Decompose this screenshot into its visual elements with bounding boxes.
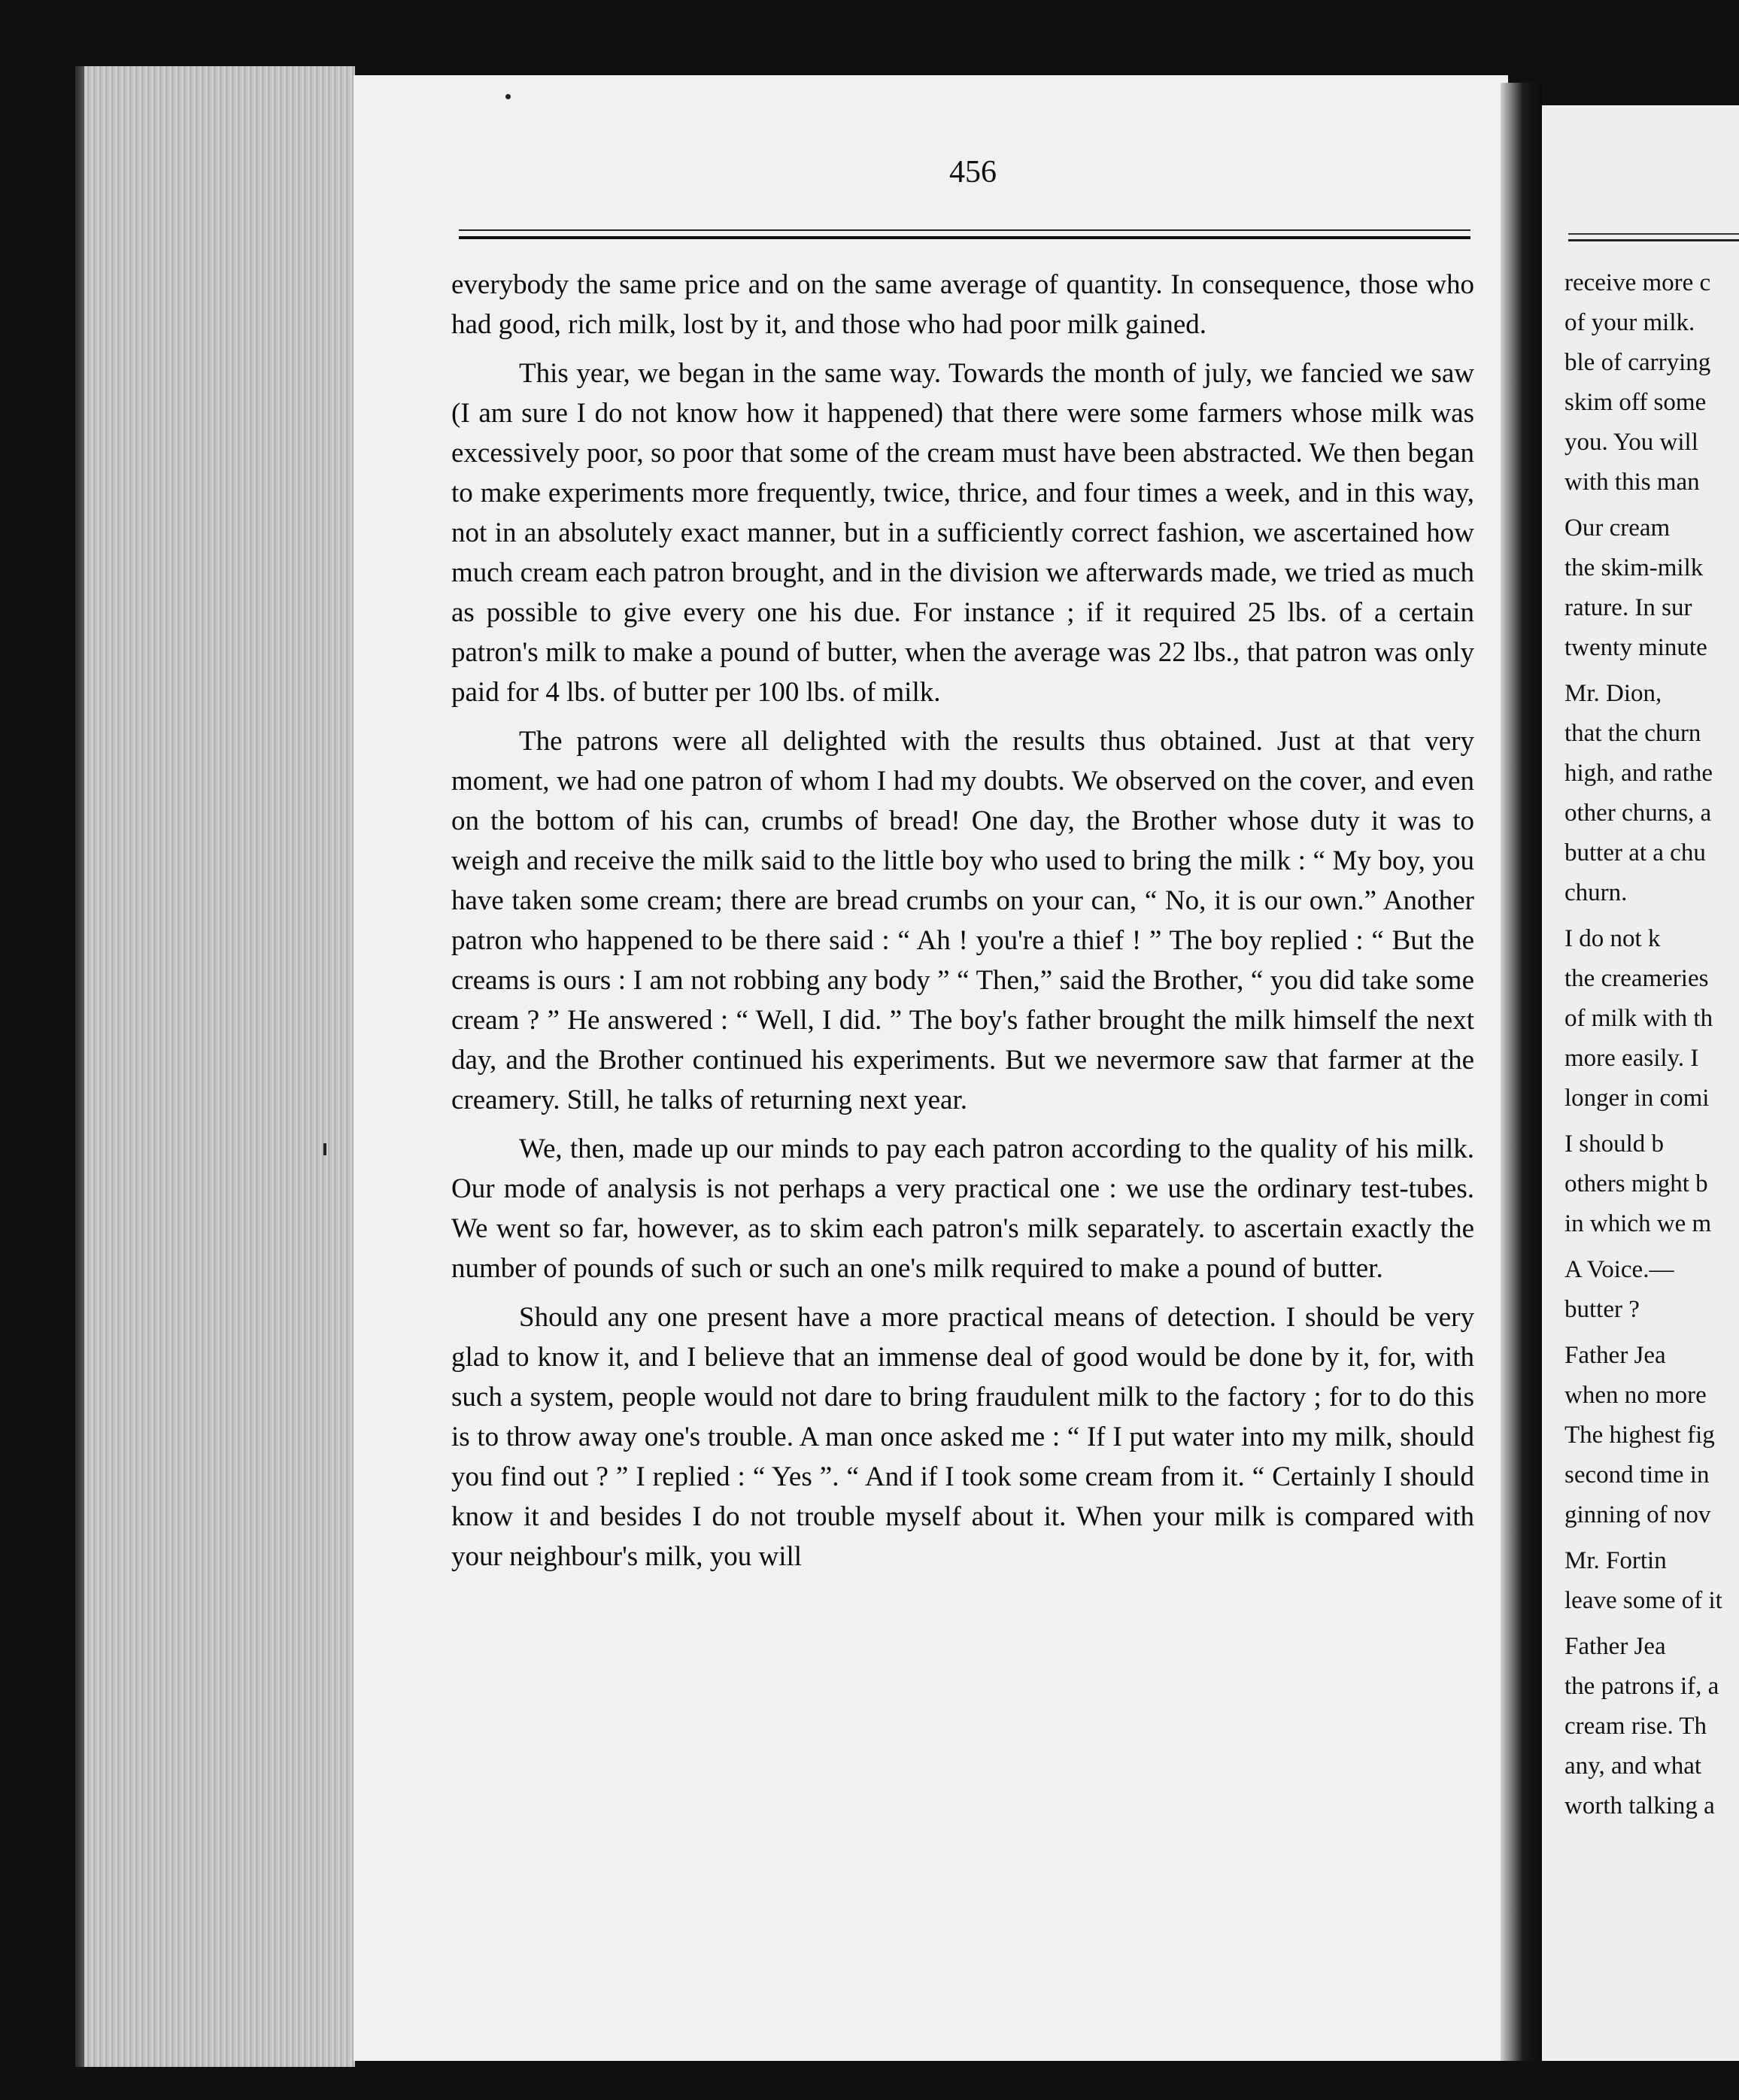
page-body <box>451 265 1474 1577</box>
right-page-rule <box>1568 233 1739 241</box>
paragraph: This year, we began in the same way. Towards the month of july, we fancied we saw (I am sure I do not know how it happened) that there were some farmers whose milk was excessively poor, so poor that some of the cream must have been abstracted. We then began to make experiments more frequently, twice, thrice, and four times a week, and in this way, not in an absolutely exact manner, but in a sufficiently correct fashion, we ascertained how much cream each patron brought, and in the division we afterwards made, we tried as much as possible to give every one his due. For instance ; if it required 25 lbs. of a certain patron's milk to make a pound of butter, when the average was 22 lbs., that patron was only paid for 4 lbs. of butter per 100 lbs. of milk. <box>451 358 1474 708</box>
text-line: in which we m <box>1564 1210 1712 1237</box>
right-page-text <box>1564 263 1739 1826</box>
text-line: I should b <box>1564 1130 1664 1158</box>
page-edges <box>84 66 355 2067</box>
text-line: worth talking a <box>1564 1792 1715 1819</box>
text-line: Our cream <box>1564 514 1671 542</box>
page-number: 456 <box>949 155 997 190</box>
text-line: cream rise. Th <box>1564 1713 1707 1740</box>
text-line: second time in <box>1564 1461 1710 1489</box>
text-line: I do not k <box>1564 925 1661 952</box>
text-line: you. You will <box>1564 429 1698 456</box>
text-line: that the churn <box>1564 720 1701 747</box>
text-line: skim off some <box>1564 389 1707 416</box>
text-line: Father Jea <box>1564 1633 1666 1660</box>
text-line: The highest fig <box>1564 1422 1715 1449</box>
text-line: A Voice.— <box>1564 1256 1674 1283</box>
text-line: other churns, a <box>1564 800 1712 827</box>
text-line: the patrons if, a <box>1564 1673 1719 1700</box>
text-line: longer in comi <box>1564 1085 1710 1112</box>
text-line: ble of carrying <box>1564 349 1711 376</box>
text-line: of your milk. <box>1564 309 1695 336</box>
text-line: more easily. I <box>1564 1045 1699 1072</box>
right-page-fragment <box>1542 105 1739 2061</box>
text-line: ginning of nov <box>1564 1501 1711 1528</box>
paragraph: We, then, made up our minds to pay each patron according to the quality of his milk. Our mode of analysis is not perhaps a very practical one : we use the ordinary test-tubes. We went so far, however, as to skim each patron's milk separately. to ascertain exactly the number of pounds of such or such an one's milk required to make a pound of butter. <box>451 1133 1474 1284</box>
text-line: the creameries <box>1564 965 1709 992</box>
text-line: Mr. Fortin <box>1564 1547 1667 1574</box>
text-line: butter at a chu <box>1564 839 1706 866</box>
text-line: butter ? <box>1564 1296 1640 1323</box>
book-gutter <box>1501 83 1542 2061</box>
text-line: high, and rathe <box>1564 760 1713 787</box>
text-line: when no more <box>1564 1382 1707 1409</box>
ink-speck <box>323 1143 326 1155</box>
text-line: of milk with th <box>1564 1005 1713 1032</box>
text-line: any, and what <box>1564 1753 1702 1780</box>
paragraph: everybody the same price and on the same average of quantity. In consequence, those who had good, rich milk, lost by it, and those who had poor milk gained. <box>451 269 1474 340</box>
ink-speck <box>505 94 511 99</box>
text-line: Mr. Dion, <box>1564 680 1662 707</box>
text-line: twenty minute <box>1564 634 1707 661</box>
text-line: Father Jea <box>1564 1342 1666 1369</box>
header-rule <box>459 229 1470 239</box>
text-line: receive more c <box>1564 269 1711 296</box>
text-line: the skim-milk <box>1564 554 1704 581</box>
paragraph: The patrons were all delighted with the results thus obtained. Just at that very moment, we had one patron of whom I had my doubts. We observed on the cover, and even on the bottom of his can, crumbs of bread! One day, the Brother whose duty it was to weigh and receive the milk said to the little boy who used to bring the milk : “ My boy, you have taken some cream; there are bread crumbs on your can, “ No, it is our own.” Another patron who happened to be there said : “ Ah ! you're a thief ! ” The boy replied : “ But the creams is ours : I am not robbing any body ” “ Then,” said the Brother, “ you did take some cream ? ” He answered : “ Well, I did. ” The boy's father brought the milk himself the next day, and the Brother continued his experiments. But we nevermore saw that farmer at the creamery. Still, he talks of returning next year. <box>451 726 1474 1115</box>
paragraph: Should any one present have a more practical means of detection. I should be very glad to know it, and I believe that an immense deal of good would be done by it, for, with such a system, people would not dare to bring fraudulent milk to the factory ; for to do this is to throw away one's trouble. A man once asked me : “ If I put water into my milk, should you find out ? ” I replied : “ Yes ”. “ And if I took some cream from it. “ Certainly I should know it and besides I do not trouble myself about it. When your milk is compared with your neighbour's milk, you will <box>451 1302 1474 1572</box>
text-line: churn. <box>1564 879 1628 906</box>
text-line: with this man <box>1564 469 1700 496</box>
text-line: others might b <box>1564 1170 1708 1197</box>
text-line: leave some of it <box>1564 1587 1722 1614</box>
text-line: rature. In sur <box>1564 594 1692 621</box>
